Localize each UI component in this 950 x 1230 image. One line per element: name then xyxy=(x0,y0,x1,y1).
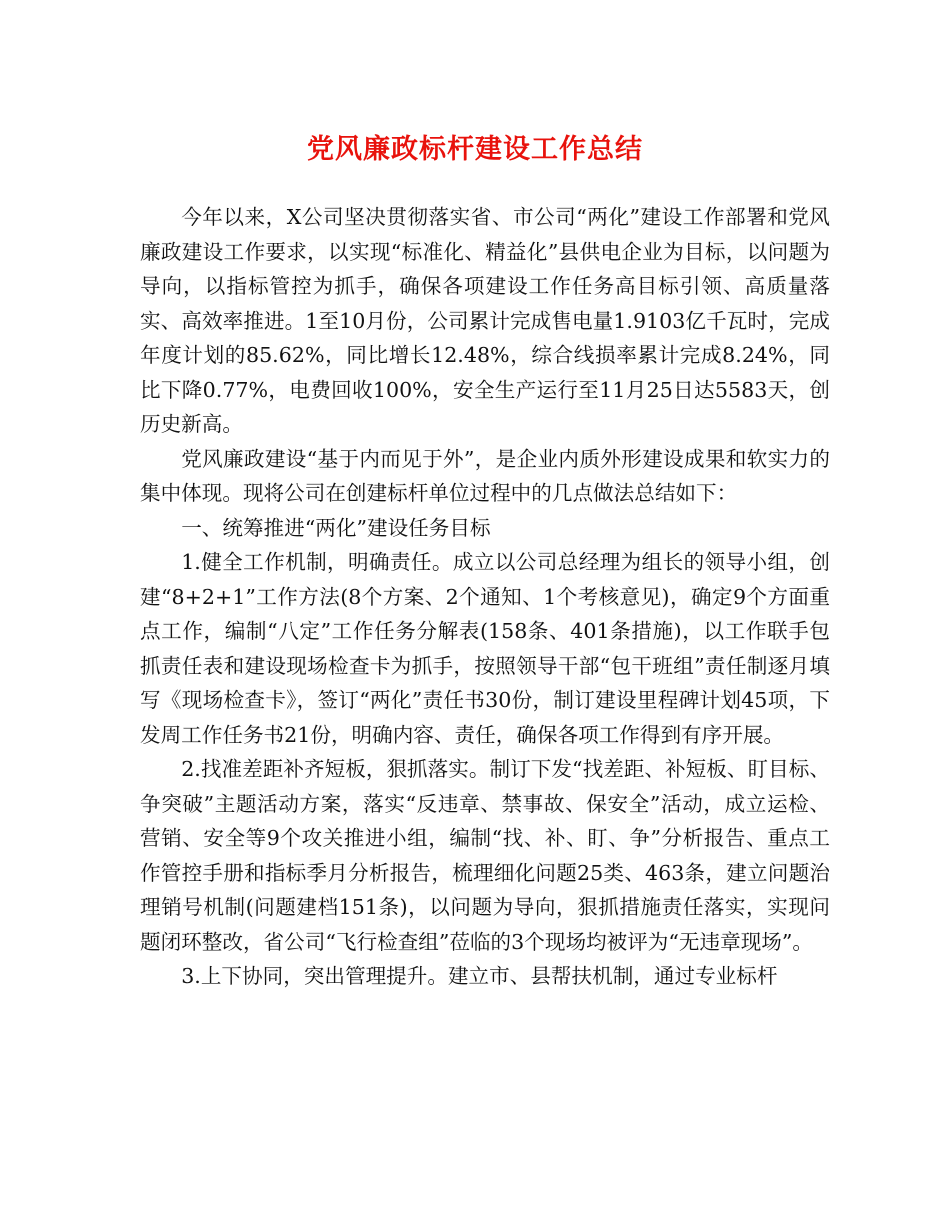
paragraph-summary-lead: 党风廉政建设“基于内而见于外”，是企业内质外形建设成果和软实力的集中体现。现将公司在创建标杆单位过程中的几点做法总结如下： xyxy=(140,446,830,505)
paragraph-intro: 今年以来，X公司坚决贯彻落实省、市公司“两化”建设工作部署和党风廉政建设工作要求，以实现“标准化、精益化”县供电企业为目标，以问题为导向，以指标管控为抓手，确保各项建设工作任务高目标引领、高质量落实、高效率推进。1至10月份，公司累计完成售电量1.9103亿千瓦时，完成年度计划的85.62%，同比增长12.48%，综合线损率累计完成8.24%，同比下降0.77%，电费回收100%，安全生产运行至11月25日达5583天，创历史新高。 xyxy=(140,205,830,436)
document-title: 党风廉政标杆建设工作总结 xyxy=(307,134,643,165)
paragraph-item-2: 2.找准差距补齐短板，狠抓落实。制订下发“找差距、补短板、盯目标、争突破”主题活动方案，落实“反违章、禁事故、保安全”活动，成立运检、营销、安全等9个攻关推进小组，编制“找、补、盯、争”分析报告、重点工作管控手册和指标季月分析报告，梳理细化问题25类、463条，建立问题治理销号机制(问题建档151条)，以问题为导向，狠抓措施责任落实，实现问题闭环整改，省公司“飞行检查组”莅临的3个现场均被评为“无违章现场”。 xyxy=(140,757,830,954)
paragraph-item-1: 1.健全工作机制，明确责任。成立以公司总经理为组长的领导小组，创建“8+2+1”工作方法(8个方案、2个通知、1个考核意见)，确定9个方面重点工作，编制“八定”工作任务分解表(158条、401条措施)，以工作联手包抓责任表和建设现场检查卡为抓手，按照领导干部“包干班组”责任制逐月填写《现场检查卡》，签订“两化”责任书30份，制订建设里程碑计划45项，下发周工作任务书21份，明确内容、责任，确保各项工作得到有序开展。 xyxy=(140,550,830,747)
paragraph-item-3: 3.上下协同，突出管理提升。建立市、县帮扶机制，通过专业标杆 xyxy=(181,964,778,988)
document-body xyxy=(140,200,830,994)
section-heading-1: 一、统筹推进“两化”建设任务目标 xyxy=(181,515,491,540)
